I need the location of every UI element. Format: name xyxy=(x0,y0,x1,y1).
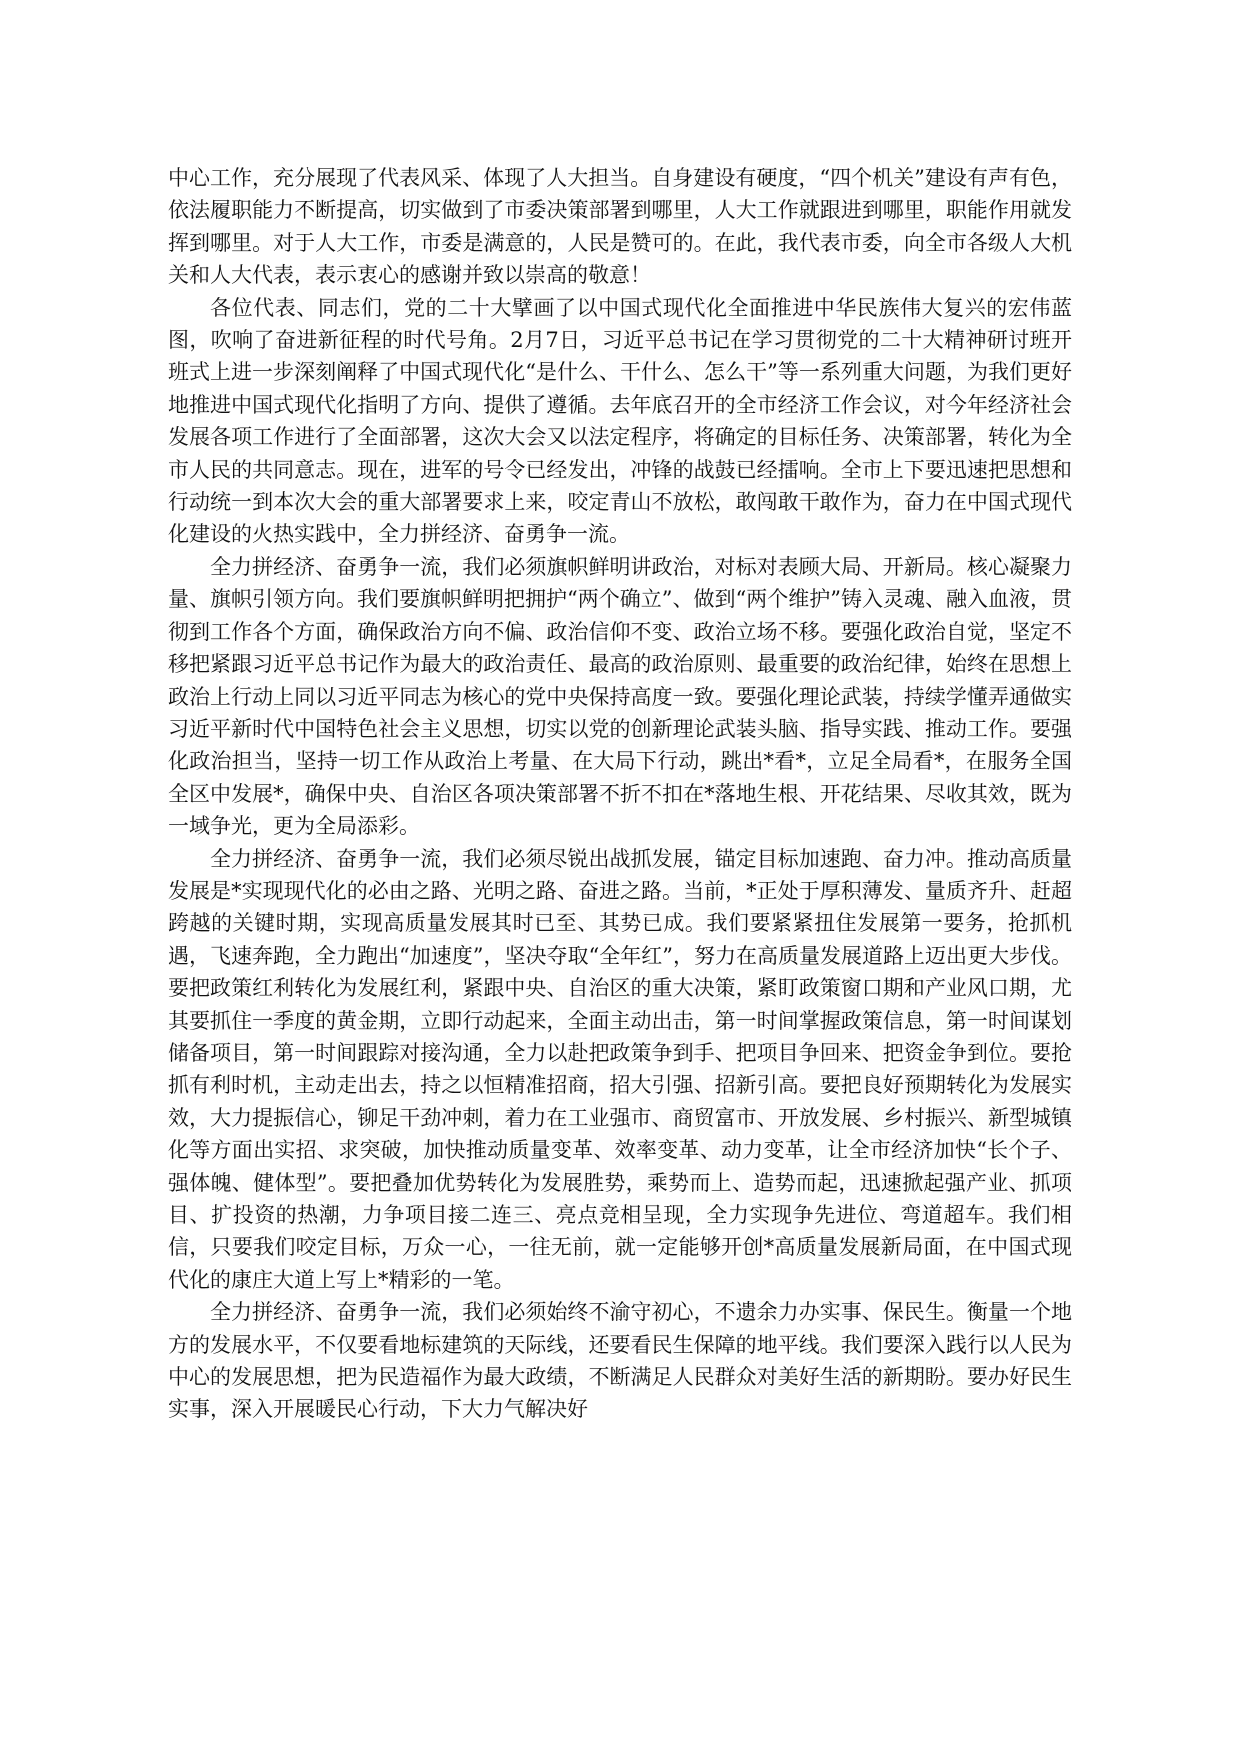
paragraph: 各位代表、同志们，党的二十大擘画了以中国式现代化全面推进中华民族伟大复兴的宏伟蓝图，吹响了奋进新征程的时代号角。2月7日，习近平总书记在学习贯彻党的二十大精神研讨班开班式上进一步深刻阐释了中国式现代化“是什么、干什么、怎么干”等一系列重大问题，为我们更好地推进中国式现代化指明了方向、提供了遵循。去年底召开的全市经济工作会议，对今年经济社会发展各项工作进行了全面部署，这次大会又以法定程序，将确定的目标任务、决策部署，转化为全市人民的共同意志。现在，进军的号令已经发出，冲锋的战鼓已经擂响。全市上下要迅速把思想和行动统一到本次大会的重大部署要求上来，咬定青山不放松，敢闯敢干敢作为，奋力在中国式现代化建设的火热实践中，全力拼经济、奋勇争一流。 xyxy=(168,295,1072,547)
paragraph: 全力拼经济、奋勇争一流，我们必须始终不渝守初心，不遗余力办实事、保民生。衡量一个地方的发展水平，不仅要看地标建筑的天际线，还要看民生保障的地平线。我们要深入践行以人民为中心的发展思想，把为民造福作为最大政绩，不断满足人民群众对美好生活的新期盼。要办好民生实事，深入开展暖民心行动，下大力气解决好 xyxy=(168,1300,1072,1422)
paragraph-continuation: 中心工作，充分展现了代表风采、体现了人大担当。自身建设有硬度，“四个机关”建设有声有色，依法履职能力不断提高，切实做到了市委决策部署到哪里，人大工作就跟进到哪里，职能作用就发挥到哪里。对于人大工作，市委是满意的，人民是赞可的。在此，我代表市委，向全市各级人大机关和人大代表，表示衷心的感谢并致以崇高的敬意！ xyxy=(168,166,1072,288)
paragraph: 全力拼经济、奋勇争一流，我们必须旗帜鲜明讲政治，对标对表顾大局、开新局。核心凝聚力量、旗帜引领方向。我们要旗帜鲜明把拥护“两个确立”、做到“两个维护”铸入灵魂、融入血液，贯彻到工作各个方面，确保政治方向不偏、政治信仰不变、政治立场不移。要强化政治自觉，坚定不移把紧跟习近平总书记作为最大的政治责任、最高的政治原则、最重要的政治纪律，始终在思想上政治上行动上同以习近平同志为核心的党中央保持高度一致。要强化理论武装，持续学懂弄通做实习近平新时代中国特色社会主义思想，切实以党的创新理论武装头脑、指导实践、推动工作。要强化政治担当，坚持一切工作从政治上考量、在大局下行动，跳出*看*，立足全局看*，在服务全国全区中发展*，确保中央、自治区各项决策部署不折不扣在*落地生根、开花结果、尽收其效，既为一域争光，更为全局添彩。 xyxy=(168,554,1072,839)
paragraph: 全力拼经济、奋勇争一流，我们必须尽锐出战抓发展，锚定目标加速跑、奋力冲。推动高质量发展是*实现现代化的必由之路、光明之路、奋进之路。当前，*正处于厚积薄发、量质齐升、赶超跨越的关键时期，实现高质量发展其时已至、其势已成。我们要紧紧扭住发展第一要务，抢抓机遇，飞速奔跑，全力跑出“加速度”，坚决夺取“全年红”，努力在高质量发展道路上迈出更大步伐。要把政策红利转化为发展红利，紧跟中央、自治区的重大决策，紧盯政策窗口期和产业风口期，尤其要抓住一季度的黄金期，立即行动起来，全面主动出击，第一时间掌握政策信息，第一时间谋划储备项目，第一时间跟踪对接沟通，全力以赴把政策争到手、把项目争回来、把资金争到位。要抢抓有利时机，主动走出去，持之以恒精准招商，招大引强、招新引高。要把良好预期转化为发展实效，大力提振信心，铆足干劲冲刺，着力在工业强市、商贸富市、开放发展、乡村振兴、新型城镇化等方面出实招、求突破，加快推动质量变革、效率变革、动力变革，让全市经济加快“长个子、强体魄、健体型”。要把叠加优势转化为发展胜势，乘势而上、造势而起，迅速掀起强产业、抓项目、扩投资的热潮，力争项目接二连三、亮点竞相呈现，全力实现争先进位、弯道超车。我们相信，只要我们咬定目标，万众一心，一往无前，就一定能够开创*高质量发展新局面，在中国式现代化的康庄大道上写上*精彩的一笔。 xyxy=(168,846,1072,1292)
document-body xyxy=(168,162,1072,1426)
